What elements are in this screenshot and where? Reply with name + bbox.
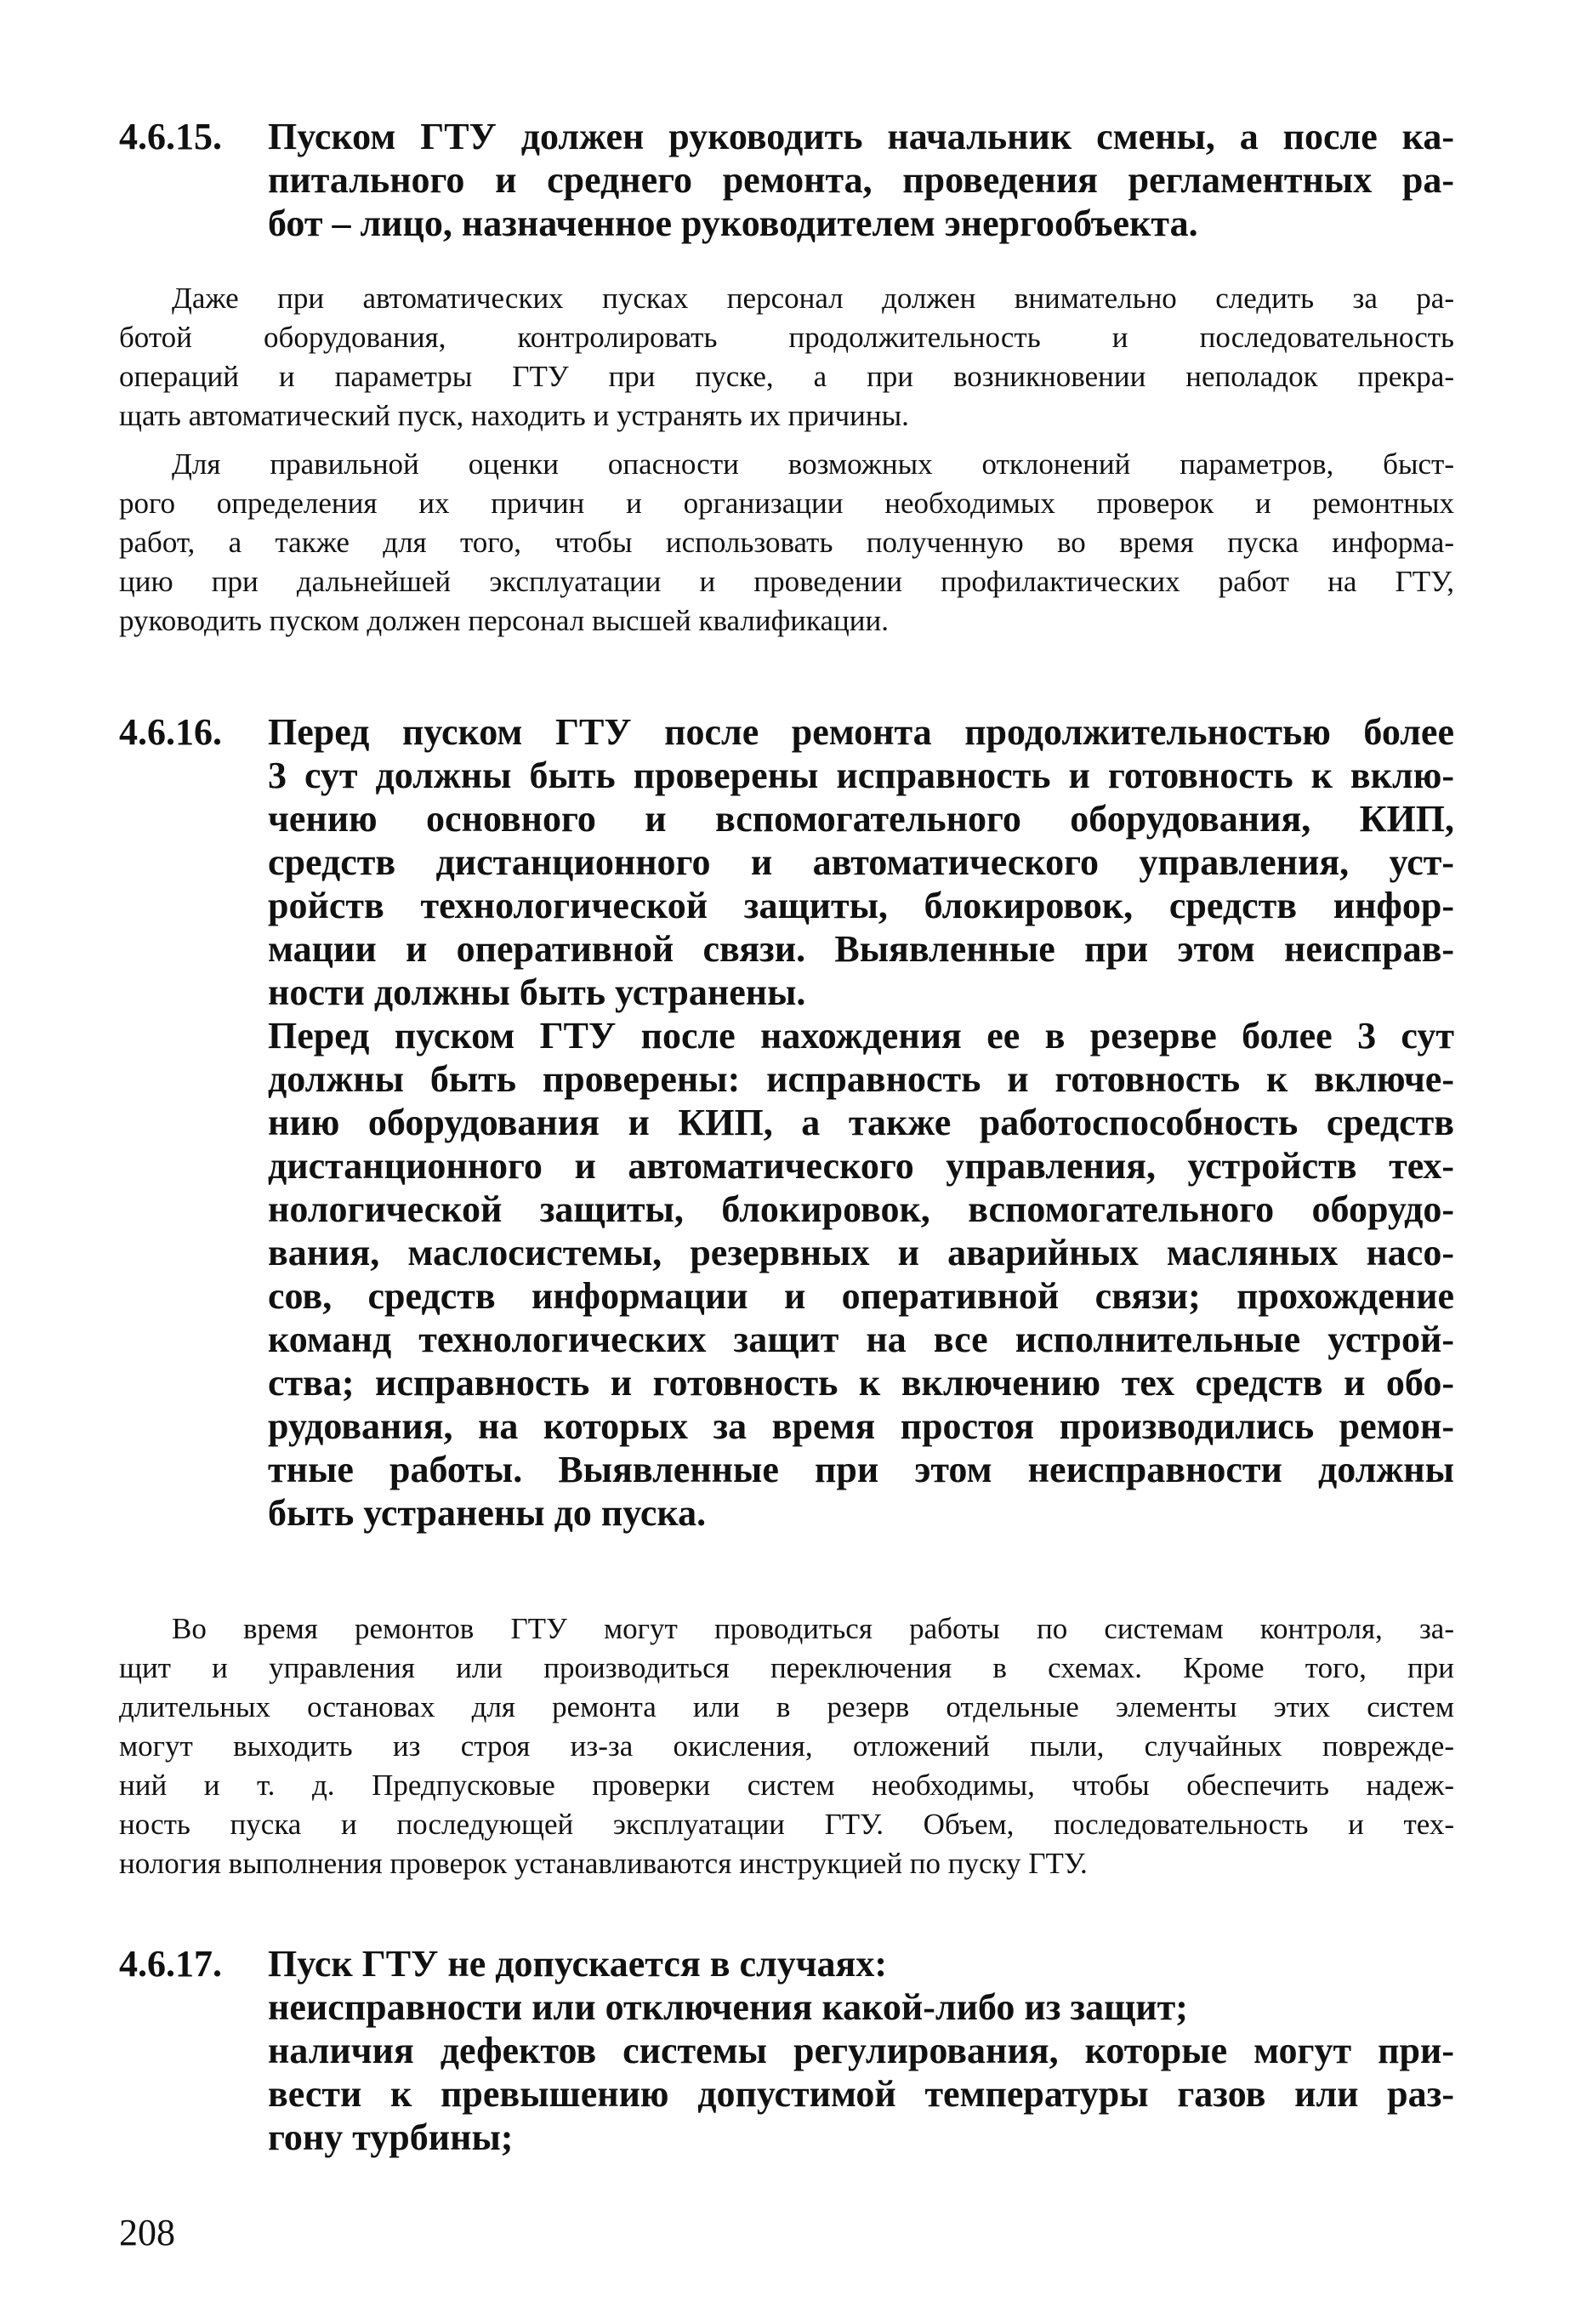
clause-text [268, 1942, 1454, 2159]
text-line: ность пуска и последующей эксплуатации ГТУ. Объем, последовательность и тех- [119, 1808, 1454, 1841]
text-line: вания, маслосистемы, резервных и аварийных масляных насо- [268, 1232, 1454, 1273]
clause-number: 4.6.17. [119, 1943, 222, 1985]
text-line: наличия дефектов системы регулирования, которые могут при- [268, 2030, 1454, 2071]
text-line: 3 сут должны быть проверены исправность и готовность к вклю- [268, 755, 1454, 796]
page-number: 208 [119, 2212, 175, 2253]
text-line: Для правильной оценки опасности возможных отклонений параметров, быст- [172, 447, 1454, 481]
text-line: ботой оборудования, контролировать продолжительность и последовательность [119, 321, 1454, 354]
text-line: цию при дальнейшей эксплуатации и проведении профилактических работ на ГТУ, [119, 565, 1454, 598]
text-line: питального и среднего ремонта, проведения регламентных ра- [268, 159, 1454, 201]
text-line: ний и т. д. Предпусковые проверки систем необходимы, чтобы обеспечить надеж- [119, 1769, 1454, 1802]
text-line: ности должны быть устранены. [268, 971, 806, 1013]
text-line: длительных остановах для ремонта или в резерв отдельные элементы этих систем [119, 1690, 1454, 1723]
text-line: нию оборудования и КИП, а также работоспособность средств [268, 1102, 1454, 1143]
text-line: Пуском ГТУ должен руководить начальник смены, а после ка- [268, 116, 1454, 157]
paragraph-3 [119, 1609, 1454, 1883]
text-line: неисправности или отключения какой-либо из защит; [268, 1986, 1188, 2028]
text-line: нология выполнения проверок устанавливаются инструкцией по пуску ГТУ. [119, 1847, 1088, 1880]
text-line: дистанционного и автоматического управления, устройств тех- [268, 1145, 1454, 1187]
text-line: щать автоматический пуск, находить и устранять их причины. [119, 399, 909, 432]
text-line: могут выходить из строя из-за окисления, отложений пыли, случайных поврежде- [119, 1729, 1454, 1763]
text-line: Пуск ГТУ не допускается в случаях: [268, 1943, 887, 1985]
text-line: средств дистанционного и автоматического управления, уст- [268, 841, 1454, 883]
text-line: вести к превышению допустимой температуры газов или раз- [268, 2073, 1454, 2115]
text-line: щит и управления или производиться переключения в схемах. Кроме того, при [119, 1651, 1454, 1684]
text-line: нологической защиты, блокировок, вспомогательного оборудо- [268, 1188, 1454, 1230]
text-line: Во время ремонтов ГТУ могут проводиться работы по системам контроля, за- [172, 1612, 1454, 1645]
text-line: мации и оперативной связи. Выявленные при этом неиспрaв- [268, 928, 1454, 970]
paragraph-1 [119, 279, 1454, 436]
text-line: должны быть проверены: исправность и готовность к включе- [268, 1058, 1454, 1100]
text-line: чению основного и вспомогательного оборудования, КИП, [268, 798, 1454, 840]
text-line: Даже при автоматических пусках персонал должен внимательно следить за ра- [172, 282, 1454, 315]
text-line: гону турбины; [268, 2116, 514, 2158]
text-line: Перед пуском ГТУ после ремонта продолжительностью более [268, 711, 1454, 753]
text-line: бот – лицо, назначенное руководителем энергообъекта. [268, 202, 1198, 244]
text-line: рого определения их причин и организации необходимых проверок и ремонтных [119, 487, 1454, 520]
clause-number: 4.6.15. [119, 116, 222, 157]
clause-4-6-16 [119, 710, 1454, 1535]
text-line: операций и параметры ГТУ при пуске, а при возникновении неполадок прекра- [119, 360, 1454, 393]
text-line: руководить пуском должен персонал высшей квалификации. [119, 604, 889, 637]
text-line: тные работы. Выявленные при этом неисправности должны [268, 1449, 1454, 1490]
text-line: быть устранены до пуска. [268, 1492, 707, 1534]
clause-text [268, 710, 1454, 1535]
text-line: ства; исправность и готовность к включению тех средств и обо- [268, 1362, 1454, 1404]
text-line: работ, а также для того, чтобы использовать полученную во время пуска информа- [119, 526, 1454, 559]
clause-4-6-15 [119, 115, 1454, 245]
text-line: Перед пуском ГТУ после нахождения ее в резерве более 3 сут [268, 1015, 1454, 1057]
text-line: сов, средств информации и оперативной связи; прохождение [268, 1275, 1454, 1317]
clause-text [268, 115, 1454, 245]
text-line: рудования, на которых за время простоя производились ремон- [268, 1405, 1454, 1447]
clause-number: 4.6.16. [119, 711, 222, 753]
text-line: ройств технологической защиты, блокировок, средств инфор- [268, 885, 1454, 926]
text-line: команд технологических защит на все исполнительные устрой- [268, 1319, 1454, 1360]
paragraph-2 [119, 445, 1454, 641]
clause-4-6-17 [119, 1942, 1454, 2159]
